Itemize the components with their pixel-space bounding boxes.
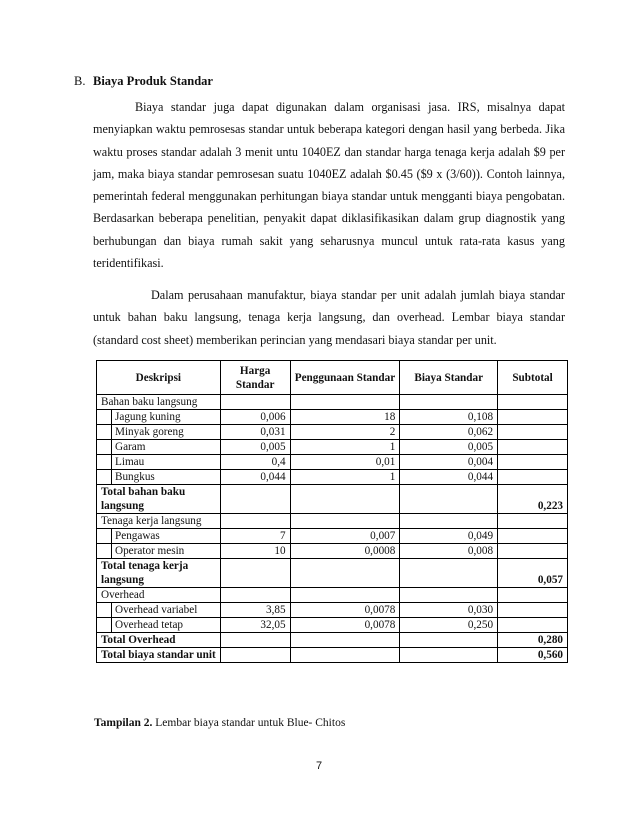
- biaya-standar-cell: 0,062: [400, 425, 498, 440]
- header-penggunaan-standar: Penggunaan Standar: [290, 361, 400, 395]
- total-label-cell: Total Overhead: [97, 633, 221, 648]
- subtotal-cell: [498, 455, 568, 470]
- empty-cell: [290, 559, 400, 588]
- penggunaan-standar-cell: 0,0078: [290, 603, 400, 618]
- harga-standar-cell: 10: [220, 544, 290, 559]
- item-label: Jagung kuning: [115, 411, 181, 423]
- empty-cell: [498, 588, 568, 603]
- table-row: [97, 588, 568, 603]
- biaya-standar-cell: 0,250: [400, 618, 498, 633]
- subtotal-cell: [498, 529, 568, 544]
- empty-cell: [220, 395, 290, 410]
- harga-standar-cell: 0,4: [220, 455, 290, 470]
- biaya-standar-cell: 0,049: [400, 529, 498, 544]
- penggunaan-standar-cell: 18: [290, 410, 400, 425]
- table-row: [97, 544, 568, 559]
- item-label-cell: [97, 440, 221, 455]
- biaya-standar-cell: 0,004: [400, 455, 498, 470]
- item-label: Overhead tetap: [115, 619, 184, 631]
- header-subtotal: Subtotal: [498, 361, 568, 395]
- item-label-cell: [97, 618, 221, 633]
- harga-standar-cell: 3,85: [220, 603, 290, 618]
- empty-cell: [290, 633, 400, 648]
- table-row: [97, 633, 568, 648]
- empty-cell: [400, 395, 498, 410]
- penggunaan-standar-cell: 2: [290, 425, 400, 440]
- harga-standar-cell: 0,006: [220, 410, 290, 425]
- section-heading: [74, 74, 213, 89]
- subtotal-cell: [498, 425, 568, 440]
- table-row: [97, 410, 568, 425]
- group-label-cell: Overhead: [97, 588, 221, 603]
- group-label-cell: Tenaga kerja langsung: [97, 514, 221, 529]
- empty-cell: [498, 514, 568, 529]
- empty-cell: [400, 633, 498, 648]
- subtotal-value-cell: 0,560: [498, 648, 568, 663]
- header-harga-standar: Harga Standar: [220, 361, 290, 395]
- penggunaan-standar-cell: 1: [290, 470, 400, 485]
- harga-standar-cell: 0,005: [220, 440, 290, 455]
- subtotal-cell: [498, 618, 568, 633]
- total-label-cell: Total tenaga kerja langsung: [97, 559, 221, 588]
- empty-cell: [400, 648, 498, 663]
- caption-text: Lembar biaya standar untuk Blue- Chitos: [155, 717, 346, 729]
- biaya-standar-cell: 0,108: [400, 410, 498, 425]
- subtotal-value-cell: 0,280: [498, 633, 568, 648]
- section-letter: B.: [74, 74, 86, 88]
- empty-cell: [220, 588, 290, 603]
- penggunaan-standar-cell: 0,007: [290, 529, 400, 544]
- item-label: Garam: [115, 441, 146, 453]
- empty-cell: [290, 485, 400, 514]
- harga-standar-cell: 0,031: [220, 425, 290, 440]
- empty-cell: [220, 648, 290, 663]
- empty-cell: [220, 514, 290, 529]
- item-label: Operator mesin: [115, 545, 185, 557]
- empty-cell: [220, 633, 290, 648]
- header-biaya-standar: Biaya Standar: [400, 361, 498, 395]
- item-label-cell: [97, 410, 221, 425]
- table-row: [97, 485, 568, 514]
- empty-cell: [290, 588, 400, 603]
- harga-standar-cell: 32,05: [220, 618, 290, 633]
- table-row: [97, 470, 568, 485]
- table-row: [97, 425, 568, 440]
- table-row: [97, 603, 568, 618]
- paragraph-manufaktur: Dalam perusahaan manufaktur, biaya standar per unit adalah jumlah biaya standar untuk bahan baku langsung, tenaga kerja langsung, dan overhead. Lembar biaya standar (standard cost sheet) memberikan perincian yang mendasari biaya standar per unit.: [93, 288, 565, 347]
- subtotal-cell: [498, 410, 568, 425]
- biaya-standar-cell: 0,030: [400, 603, 498, 618]
- empty-cell: [498, 395, 568, 410]
- item-label-cell: [97, 470, 221, 485]
- empty-cell: [290, 648, 400, 663]
- empty-cell: [400, 514, 498, 529]
- section-title: Biaya Produk Standar: [93, 74, 213, 88]
- subtotal-cell: [498, 603, 568, 618]
- group-label-cell: Bahan baku langsung: [97, 395, 221, 410]
- biaya-standar-cell: 0,008: [400, 544, 498, 559]
- item-label-cell: [97, 603, 221, 618]
- total-label-cell: Total biaya standar unit: [97, 648, 221, 663]
- standard-cost-table: [96, 360, 568, 663]
- penggunaan-standar-cell: 0,0008: [290, 544, 400, 559]
- harga-standar-cell: 0,044: [220, 470, 290, 485]
- biaya-standar-cell: 0,005: [400, 440, 498, 455]
- empty-cell: [220, 559, 290, 588]
- empty-cell: [290, 514, 400, 529]
- empty-cell: [400, 485, 498, 514]
- item-label-cell: [97, 455, 221, 470]
- table-row: [97, 455, 568, 470]
- item-label: Minyak goreng: [115, 426, 184, 438]
- item-label: Pengawas: [115, 530, 160, 542]
- item-label-cell: [97, 544, 221, 559]
- table-caption: [94, 717, 345, 729]
- table-header-row: [97, 361, 568, 395]
- header-deskripsi: Deskripsi: [97, 361, 221, 395]
- empty-cell: [400, 588, 498, 603]
- table-row: [97, 618, 568, 633]
- biaya-standar-cell: 0,044: [400, 470, 498, 485]
- table-body: [97, 395, 568, 663]
- table-row: [97, 559, 568, 588]
- subtotal-cell: [498, 440, 568, 455]
- table-row: [97, 648, 568, 663]
- empty-cell: [400, 559, 498, 588]
- penggunaan-standar-cell: 0,0078: [290, 618, 400, 633]
- table-row: [97, 529, 568, 544]
- total-label-cell: Total bahan baku langsung: [97, 485, 221, 514]
- penggunaan-standar-cell: 1: [290, 440, 400, 455]
- item-label: Overhead variabel: [115, 604, 198, 616]
- empty-cell: [220, 485, 290, 514]
- subtotal-value-cell: 0,057: [498, 559, 568, 588]
- item-label-cell: [97, 425, 221, 440]
- caption-label: Tampilan 2.: [94, 717, 153, 729]
- table-row: [97, 395, 568, 410]
- table-row: [97, 514, 568, 529]
- harga-standar-cell: 7: [220, 529, 290, 544]
- table-row: [97, 440, 568, 455]
- penggunaan-standar-cell: 0,01: [290, 455, 400, 470]
- item-label: Bungkus: [115, 471, 155, 483]
- item-label-cell: [97, 529, 221, 544]
- subtotal-value-cell: 0,223: [498, 485, 568, 514]
- subtotal-cell: [498, 544, 568, 559]
- empty-cell: [290, 395, 400, 410]
- page-number: 7: [315, 760, 323, 772]
- subtotal-cell: [498, 470, 568, 485]
- item-label: Limau: [115, 456, 145, 468]
- paragraph-jasa: Biaya standar juga dapat digunakan dalam organisasi jasa. IRS, misalnya dapat menyiapkan waktu pemrosesas standar untuk beberapa kategori dengan hasil yang berbeda. Jika waktu proses standar adalah 3 menit untu 1040EZ dan standar harga tenaga kerja adalah $9 per jam, maka biaya standar pemrosesan suatu 1040EZ adalah $0.45 ($9 x (3/60)). Contoh lainnya, pemerintah federal menggunakan perhitungan biaya standar untuk mengganti biaya pengobatan. Berdasarkan beberapa penelitian, penyakit dapat diklasifikasikan dalam grup diagnostik yang berhubungan dan biaya rumah sakit yang seharusnya muncul untuk rata-rata kasus yang teridentifikasi.: [93, 100, 565, 271]
